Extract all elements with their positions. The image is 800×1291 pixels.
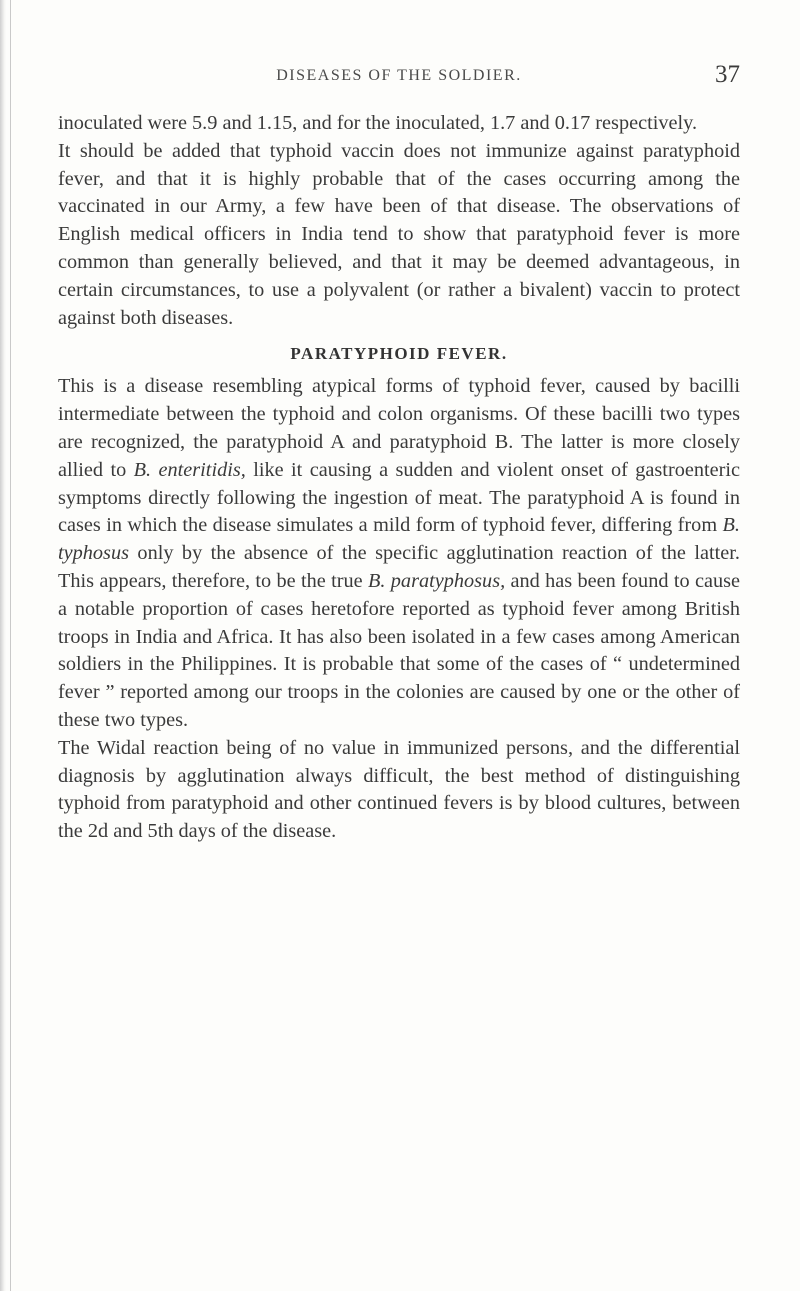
section-heading: PARATYPHOID FEVER. (290, 344, 508, 364)
text-run: This is a disease resembling atypical forms of typhoid fever, caused by bacilli intermediate between the typhoid and colon organisms. Of these bacilli two types are recognized, the paratyphoid A and paratyphoid B. The latter is more closely allied to (58, 375, 740, 481)
page-number: 37 (715, 61, 740, 88)
page-edge-rule (10, 0, 11, 1291)
page-header (58, 63, 740, 93)
italic-species-name: B. paratyphosus, (367, 569, 506, 592)
text-run: only by the absence of the specific agglutination reaction of the latter. This appears, therefore, to be the true (58, 542, 740, 592)
page-body (58, 110, 740, 846)
paragraph-continuation: inoculated were 5.9 and 1.15, and for the inoculated, 1.7 and 0.17 respectively. (58, 112, 698, 134)
text-run: and has been found to cause a notable proportion of cases heretofore reported as typhoid fever among British troops in India and Africa. It has also been isolated in a few cases among American soldiers in the Philippines. It is probable that some of the cases of “ undetermined fever ” reported among our troops in the colonies are caused by one or the other of these two types. (58, 569, 740, 731)
paragraph-vaccin-note: It should be added that typhoid vaccin does not immunize against paratyphoid fever, and that it is highly probable that of the cases occurring among the vaccinated in our Army, a few have been of that disease. The observations of English medical officers in India tend to show that paratyphoid fever is more common than generally believed, and that it may be deemed advantageous, in certain circumstances, to use a polyvalent (or rather a bivalent) vaccin to protect against both diseases. (58, 139, 740, 329)
paragraph-diagnosis: The Widal reaction being of no value in immunized persons, and the differential diagnosis by agglutination always difficult, the best method of distinguishing typhoid from paratyphoid and other continued fevers is by blood cultures, between the 2d and 5th days of the disease. (58, 736, 740, 843)
running-head: DISEASES OF THE SOLDIER. (276, 67, 522, 84)
text-run: like it causing a sudden and violent onset of gastroenteric symptoms directly following the ingestion of meat. The paratyphoid A is found in cases in which the disease simulates a mild form of typhoid fever, differing from (58, 458, 741, 537)
italic-species-name: B. enteritidis, (133, 458, 246, 481)
paragraph-paratyphoid-description (58, 373, 740, 734)
italic-species-name: B. typhosus (58, 514, 740, 565)
page-binding-edge (0, 0, 6, 1291)
